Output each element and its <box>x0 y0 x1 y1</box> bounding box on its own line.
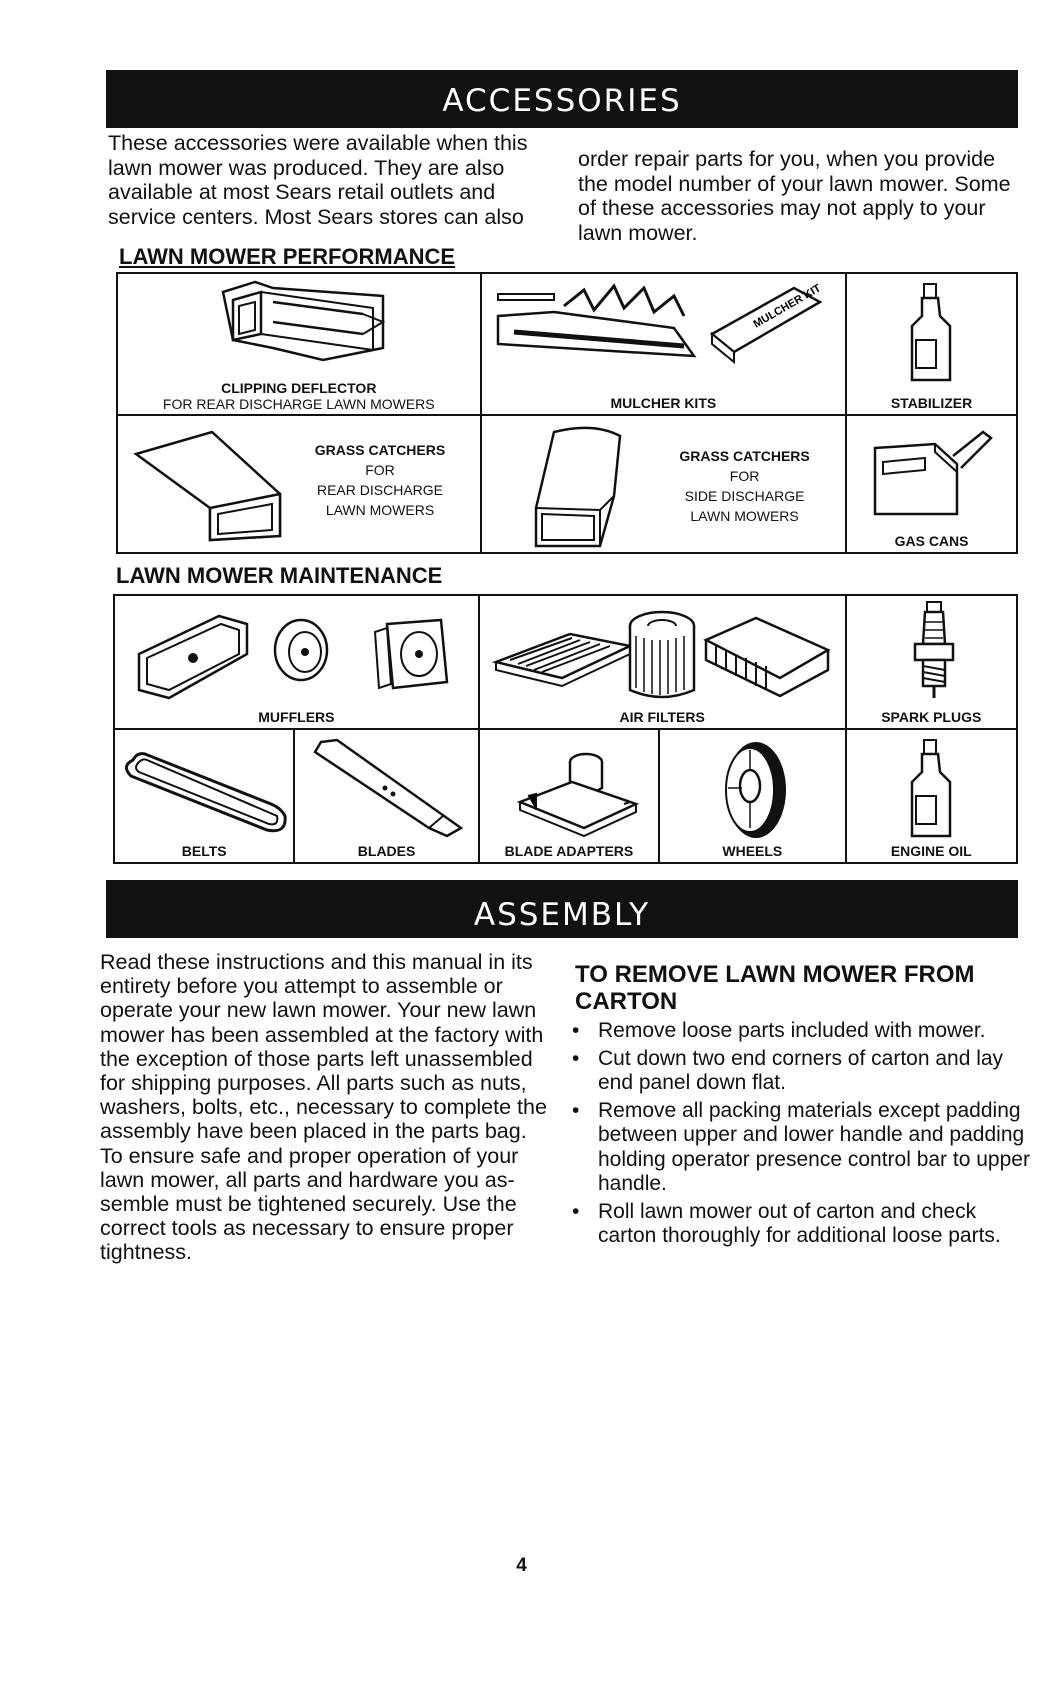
grass-catchers-rear-line2: FOR <box>365 462 395 478</box>
mulcher-kit-box-label: MULCHER KIT <box>751 282 823 331</box>
stabilizer-caption: STABILIZER <box>890 395 973 411</box>
grass-catchers-side-line2: FOR <box>729 468 760 484</box>
air-filters-caption: AIR FILTERS <box>619 709 705 725</box>
maintenance-heading: LAWN MOWER MAINTENANCE <box>116 563 443 588</box>
accessories-title: ACCESSORIES <box>442 83 682 119</box>
cell-engine-oil <box>846 729 1017 863</box>
remove-from-carton-heading: TO REMOVE LAWN MOWER FROM CARTON <box>575 961 975 1015</box>
performance-grid <box>116 272 1018 554</box>
cell-grass-catchers-side <box>481 415 847 553</box>
accessories-banner <box>106 70 1018 128</box>
grass-catchers-side-line4: LAWN MOWERS <box>690 508 799 524</box>
grass-catchers-rear-caption <box>290 440 470 520</box>
cell-mulcher-kits <box>481 273 847 415</box>
assembly-banner <box>106 880 1018 938</box>
clipping-deflector-subtitle: FOR REAR DISCHARGE LAWN MOWERS <box>162 396 435 412</box>
cell-blades <box>294 729 478 863</box>
stabilizer-bottle-icon <box>902 282 962 392</box>
mulcher-kits-caption: MULCHER KITS <box>610 395 717 411</box>
cell-clipping-deflector <box>117 273 481 415</box>
assembly-body: Read these instructions and this manual in its entirety before you attempt to assemble or operate your new lawn mower. Your new lawn mower has been assembled at the factory with the exception of those parts left unassembled for shipping purposes. All parts such as nuts, washers, bolts, etc., necessary to complete the assembly have been placed in the parts bag. To ensure safe and proper operation of your lawn mower, all parts and hardware you as-semble must be tightened securely. Use the correct tools as necessary to ensure proper tightness. <box>100 950 547 1265</box>
remove-step: • Remove all packing materials except padding between upper and lower handle and padding holding operator presence control bar to upper handle. <box>566 1099 1036 1197</box>
belt-icon <box>117 742 293 838</box>
cell-wheels <box>659 729 845 863</box>
cell-blade-adapters <box>479 729 659 863</box>
clipping-deflector-caption <box>118 380 480 412</box>
page-number: 4 <box>516 1555 527 1576</box>
gas-cans-caption: GAS CANS <box>894 533 969 549</box>
grass-catchers-side-caption <box>650 446 840 526</box>
cell-gas-cans <box>846 415 1017 553</box>
spark-plugs-caption: SPARK PLUGS <box>881 709 982 725</box>
cell-spark-plugs <box>846 595 1017 729</box>
blades-caption: BLADES <box>357 843 416 859</box>
performance-heading: LAWN MOWER PERFORMANCE <box>119 244 456 269</box>
wheel-icon <box>714 736 794 846</box>
grass-catchers-rear-line4: LAWN MOWERS <box>325 502 435 518</box>
clipping-deflector-icon <box>213 278 393 370</box>
belts-caption: BELTS <box>181 843 227 859</box>
cell-stabilizer <box>846 273 1017 415</box>
remove-step: • Cut down two end corners of carton and lay end panel down flat. <box>566 1047 1036 1096</box>
blade-adapters-caption: BLADE ADAPTERS <box>504 843 634 859</box>
engine-oil-bottle-icon <box>902 738 962 848</box>
remove-step: • Roll lawn mower out of carton and check carton thoroughly for additional loose parts. <box>566 1200 1036 1249</box>
accessories-intro-left: These accessories were available when this lawn mower was produced. They are also available at most Sears retail outlets and service centers. Most Sears stores can also <box>108 131 528 229</box>
remove-step: • Remove loose parts included with mower. <box>566 1019 1036 1044</box>
engine-oil-caption: ENGINE OIL <box>890 843 972 859</box>
gas-can-icon <box>865 422 1005 522</box>
maintenance-grid <box>113 594 1018 864</box>
mufflers-caption: MUFFLERS <box>258 709 335 725</box>
clipping-deflector-title: CLIPPING DEFLECTOR <box>221 380 377 396</box>
remove-steps-list <box>566 1019 1036 1252</box>
grass-catchers-rear-line3: REAR DISCHARGE <box>316 482 444 498</box>
rear-grass-catcher-icon <box>130 424 290 546</box>
side-grass-catcher-icon <box>524 420 634 550</box>
blade-icon <box>311 736 467 842</box>
spark-plug-icon <box>909 600 959 710</box>
mulcher-kits-icon <box>494 276 834 376</box>
wheels-caption: WHEELS <box>722 843 783 859</box>
mufflers-icon <box>129 602 469 708</box>
grass-catchers-side-line3: SIDE DISCHARGE <box>684 488 805 504</box>
blade-adapter-icon <box>514 748 644 838</box>
grass-catchers-rear-line1: GRASS CATCHERS <box>314 442 446 458</box>
cell-grass-catchers-rear <box>117 415 481 553</box>
assembly-title: ASSEMBLY <box>473 897 651 933</box>
cell-belts <box>114 729 294 863</box>
accessories-intro-right: order repair parts for you, when you provide the model number of your lawn mower. Some of these accessories may not apply to your lawn mower. <box>578 147 1011 245</box>
cell-mufflers <box>114 595 479 729</box>
air-filters-icon <box>490 600 836 710</box>
grass-catchers-side-line1: GRASS CATCHERS <box>679 448 810 464</box>
cell-air-filters <box>479 595 846 729</box>
